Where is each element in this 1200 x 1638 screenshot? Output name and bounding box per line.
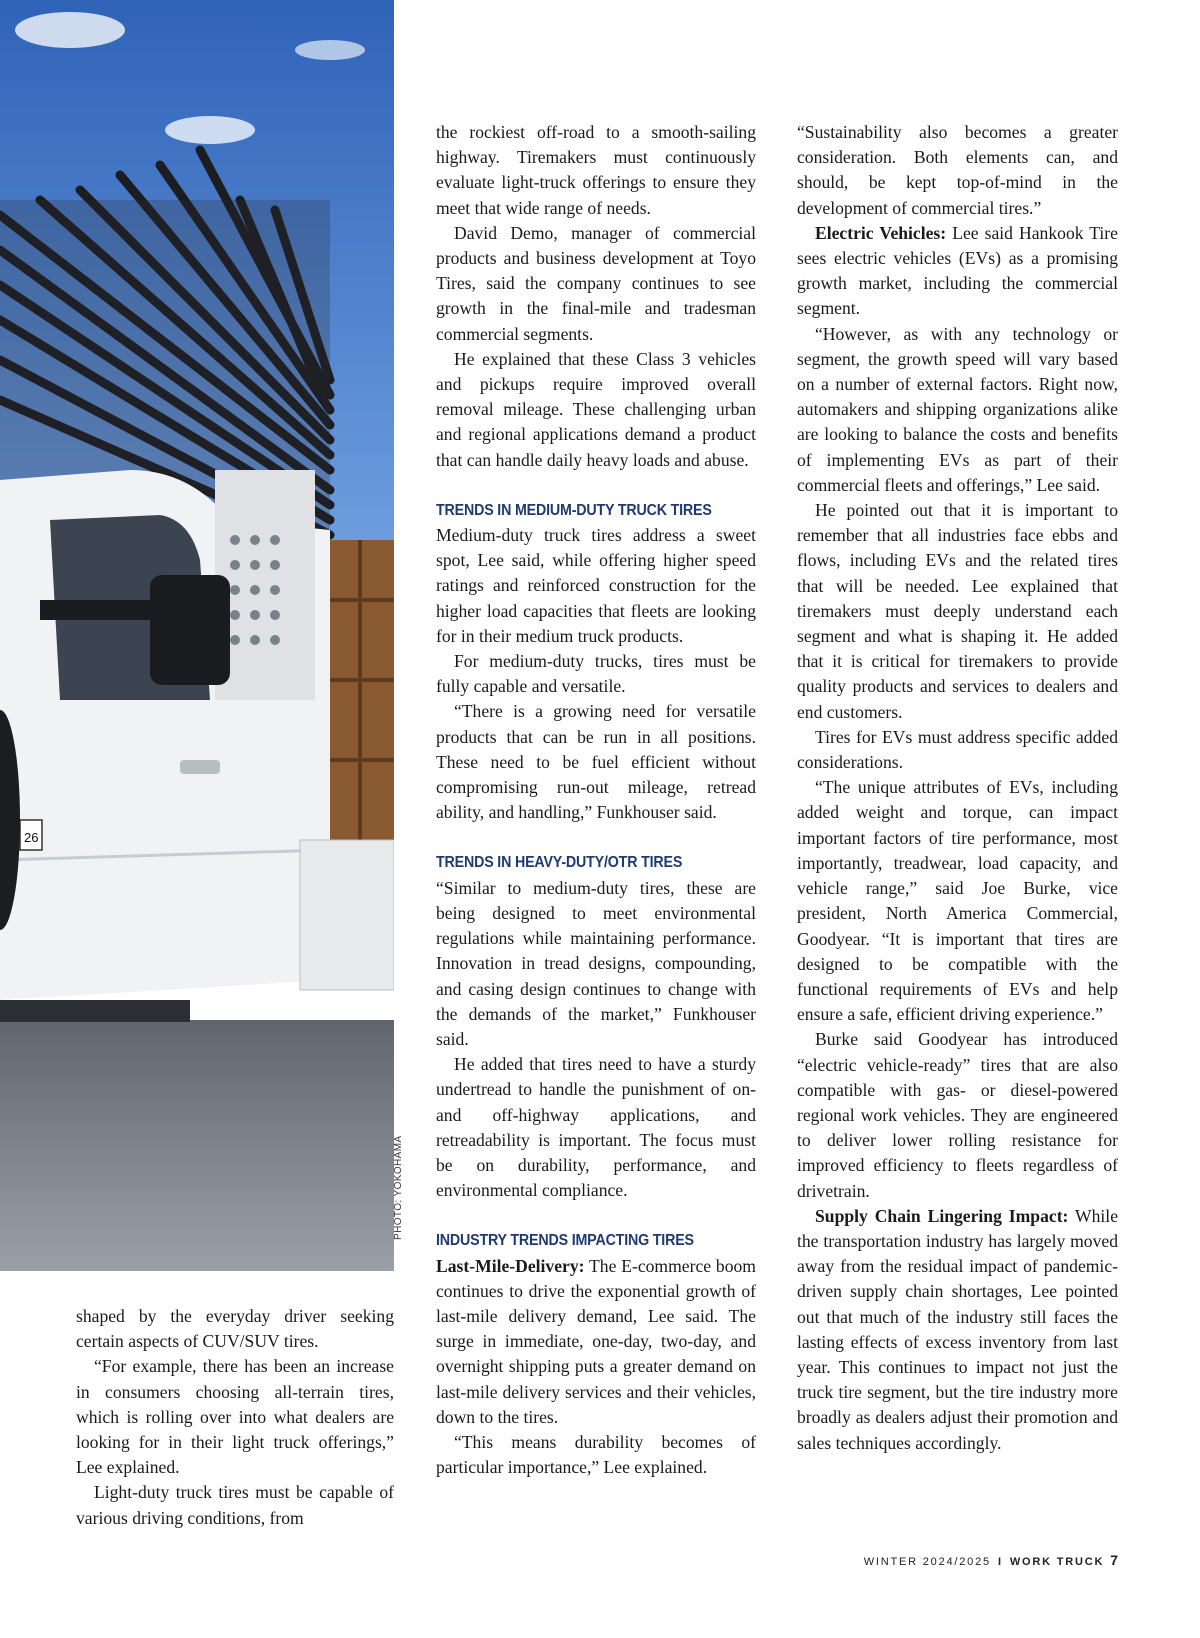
issue-date: WINTER 2024/2025 xyxy=(863,1556,991,1568)
paragraph-body: The E-commerce boom continues to drive the exponential growth of last-mile delivery demand, Lee said. The surge in immediate, one-day, two-day, and overnight shipping puts a greater demand on last-mile delivery services and their vehicles, down to the tires. xyxy=(436,1255,756,1427)
page-footer xyxy=(864,1552,1118,1568)
paragraph xyxy=(797,1204,1118,1456)
paragraph: “Sustainability also becomes a greater consideration. Both elements can, and should, be kept top-of-mind in the development of commercial tires.” xyxy=(797,122,1118,218)
paragraph: “This means durability becomes of particular importance,” Lee explained. xyxy=(436,1431,756,1478)
paragraph: For medium-duty trucks, tires must be fully capable and versatile. xyxy=(436,651,756,697)
lead-in: Last-Mile-Delivery: xyxy=(436,1255,585,1276)
paragraph xyxy=(797,221,1118,322)
paragraph: “The unique attributes of EVs, including added weight and torque, can impact important factors of tire performance, most importantly, treadwear, load capacity, and vehicle range,” said Joe Burke, vice president, North America Commercial, Goodyear. “It is important that tires are designed to be compatible with the functional requirements of EVs and help ensure a safe, efficient driving experience.” xyxy=(797,777,1118,1025)
paragraph: Tires for EVs must address specific added considerations. xyxy=(797,726,1118,773)
paragraph: He added that tires need to have a sturdy undertread to handle the punishment of on- and off-highway applications, and retreadability is important. The focus must be on durability, performance, and environmental compliance. xyxy=(436,1054,756,1201)
running-board xyxy=(0,1000,190,1022)
paragraph xyxy=(436,1254,756,1430)
column-1 xyxy=(76,1304,394,1531)
paragraph: the rockiest off-road to a smooth-sailing highway. Tiremakers must continuously evaluate light-truck offerings to ensure they meet that wide range of needs. xyxy=(436,122,756,218)
publication-name: WORK TRUCK xyxy=(1009,1556,1105,1568)
paragraph: “There is a growing need for versatile products that can be run in all positions. These need to be fuel efficient without compromising run-out mileage, retread ability, and handling,” Funkhouser said. xyxy=(436,701,756,823)
paragraph: Burke said Goodyear has introduced “electric vehicle-ready” tires that are also compatible with gas- or diesel-powered regional work vehicles. They are engineered to deliver lower rolling resistance for improved efficiency to fleets regardless of drivetrain. xyxy=(797,1029,1118,1201)
paragraph: “For example, there has been an increase in consumers choosing all-terrain tires, which is rolling over into what dealers are looking for in their light truck offerings,” Lee explained. xyxy=(76,1356,394,1478)
toolbox xyxy=(300,840,394,990)
section-heading-industry-trends: INDUSTRY TRENDS IMPACTING TIRES xyxy=(436,1232,694,1250)
truck-photo xyxy=(0,0,394,1271)
paragraph: He pointed out that it is important to remember that all industries face ebbs and flows, including EVs and the related tires that will be needed. Lee explained that tiremakers must deeply understand each segment and what is shaping it. He added that it is critical for tiremakers to provide quality products and services to dealers and end customers. xyxy=(797,500,1118,722)
paragraph-body: Lee said Hankook Tire sees electric vehicles (EVs) as a promising growth market, including the commercial segment. xyxy=(797,222,1118,319)
side-mirror xyxy=(150,575,230,685)
section-heading-heavy-duty: TRENDS IN HEAVY-DUTY/OTR TIRES xyxy=(436,854,683,872)
column-2 xyxy=(436,120,756,1480)
cloud xyxy=(295,40,365,60)
paragraph: Medium-duty truck tires address a sweet spot, Lee said, while offering higher speed ratings and reinforced construction for the higher load capacities that fleets are looking for in their medium truck products. xyxy=(436,525,756,646)
page-number: 7 xyxy=(1110,1552,1118,1568)
badge-number: 26 xyxy=(24,830,39,845)
section-heading-medium-duty: TRENDS IN MEDIUM-DUTY TRUCK TIRES xyxy=(436,501,712,519)
photo-credit: PHOTO: YOKOHAMA xyxy=(393,1135,404,1240)
paragraph: He explained that these Class 3 vehicles and pickups require improved overall removal mileage. These challenging urban and regional applications demand a product that can handle daily heavy loads and abuse. xyxy=(436,348,756,470)
paragraph: David Demo, manager of commercial products and business development at Toyo Tires, said the company continues to see growth in the final-mile and tradesman commercial segments. xyxy=(436,222,756,344)
road xyxy=(0,1020,394,1271)
cloud xyxy=(165,116,255,144)
paragraph: “However, as with any technology or segment, the growth speed will vary based on a number of external factors. Right now, automakers and shipping organizations alike are looking to balance the costs and benefits of implementing EVs as part of their commercial fleets and offerings,” Lee said. xyxy=(797,323,1118,495)
lead-in: Supply Chain Lingering Impact: xyxy=(815,1205,1069,1226)
footer-separator: I xyxy=(997,1556,1003,1568)
column-3 xyxy=(797,120,1118,1456)
paragraph-body: While the transportation industry has largely moved away from the residual impact of pandemic-driven supply chain shortages, Lee pointed out that much of the industry still faces the lasting effects of excess inventory from last year. This continues to impact not just the truck tire segment, but the tire industry more broadly as dealers adjust their promotion and sales techniques accordingly. xyxy=(797,1205,1118,1453)
cloud xyxy=(15,12,125,48)
paragraph: shaped by the everyday driver seeking certain aspects of CUV/SUV tires. xyxy=(76,1306,394,1352)
paragraph: Light-duty truck tires must be capable of various driving conditions, from xyxy=(76,1482,394,1528)
lead-in: Electric Vehicles: xyxy=(815,222,947,243)
paragraph: “Similar to medium-duty tires, these are being designed to meet environmental regulations while maintaining performance. Innovation in tread designs, compounding, and casing design continues to change with the demands of the market,” Funkhouser said. xyxy=(436,877,756,1049)
